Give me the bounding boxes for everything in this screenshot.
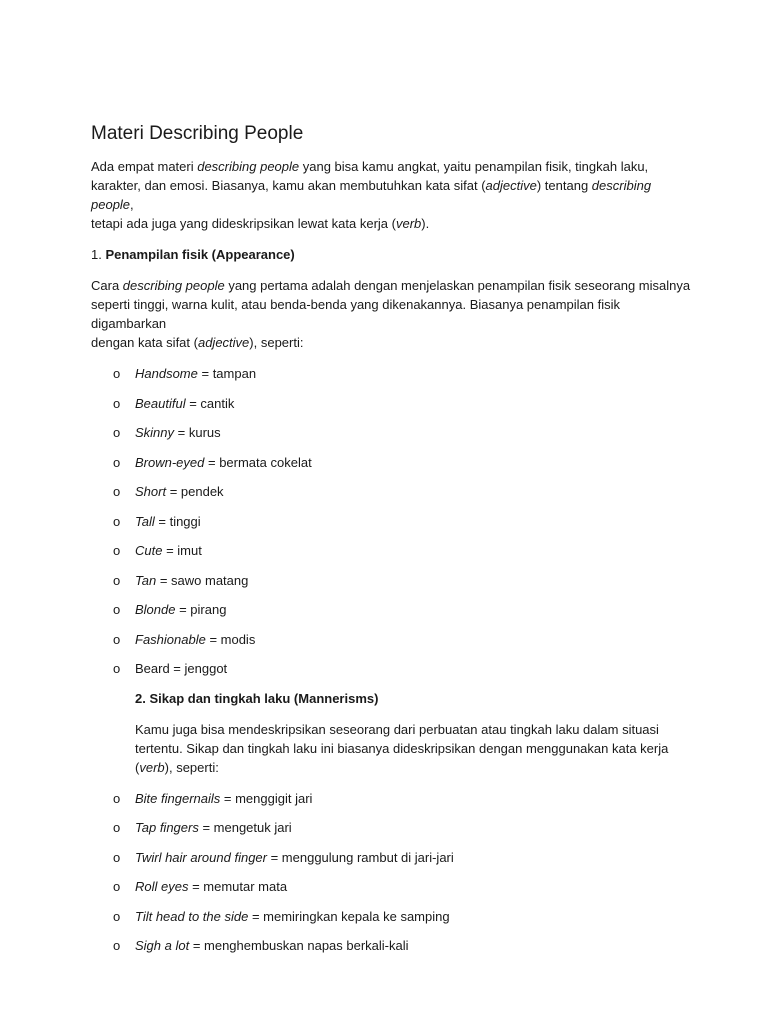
list-item: o Beard = jenggot: [113, 661, 228, 676]
bullet-o: o: [113, 572, 121, 588]
bullet-o: o: [113, 484, 121, 499]
section1-line-2: seperti tinggi, warna kulit, atau benda-benda yang dikenakannya. Biasanya penampilan fisik digambarkan: [91, 297, 621, 331]
appearance-list: [91, 364, 691, 678]
bullet-o: o: [113, 879, 121, 894]
list-item: o Roll eyes = memutar mata: [113, 879, 288, 894]
bullet-o: o: [113, 938, 121, 953]
section2: [91, 689, 691, 777]
bullet-o: o: [113, 820, 121, 835]
mannerisms-list: [91, 789, 691, 956]
section2-line-2: tertentu. Sikap dan tingkah laku ini biasanya dideskripsikan dengan menggunakan kata kerja: [135, 740, 669, 756]
bullet-o: o: [113, 661, 121, 676]
page-title: Materi Describing People: [91, 123, 304, 144]
section2-line-1: Kamu juga bisa mendeskripsikan seseorang dari perbuatan atau tingkah laku dalam situasi: [135, 721, 659, 737]
section1-line-3: dengan kata sifat (adjective), seperti:: [91, 335, 304, 350]
list-item: o Fashionable = modis: [113, 631, 256, 647]
bullet-o: o: [113, 631, 121, 647]
list-item: o Bite fingernails = menggigit jari: [113, 790, 313, 806]
bullet-o: o: [113, 543, 121, 558]
list-item: o Short = pendek: [113, 484, 224, 499]
bullet-o: o: [113, 849, 121, 865]
section2-heading: 2. Sikap dan tingkah laku (Mannerisms): [135, 690, 379, 706]
section2-paragraph: [135, 720, 691, 777]
bullet-o: o: [113, 395, 121, 411]
list-item: o Beautiful = cantik: [113, 395, 235, 411]
section1-paragraph: [91, 276, 691, 352]
list-item: o Skinny = kurus: [113, 425, 221, 440]
list-item: o Tilt head to the side = memiringkan kepala ke samping: [113, 908, 450, 924]
section2-line-3: (verb), seperti:: [135, 759, 219, 775]
bullet-o: o: [113, 454, 121, 470]
bullet-o: o: [113, 425, 121, 440]
list-item: o Tan = sawo matang: [113, 572, 249, 588]
list-item: o Cute = imut: [113, 543, 202, 558]
document-page: [91, 123, 691, 966]
bullet-o: o: [113, 790, 121, 806]
list-item: o Tall = tinggi: [113, 513, 201, 529]
bullet-o: o: [113, 908, 121, 924]
intro-line-1: Ada empat materi describing people yang bisa kamu angkat, yaitu penampilan fisik, tingkah laku,: [91, 159, 649, 174]
list-item: o Blonde = pirang: [113, 602, 227, 617]
bullet-o: o: [113, 366, 121, 381]
section1-line-1: Cara describing people yang pertama adalah dengan menjelaskan penampilan fisik seseorang misalnya: [91, 278, 691, 293]
list-item: o Brown-eyed = bermata cokelat: [113, 454, 312, 470]
section1-heading: 1. Penampilan fisik (Appearance): [91, 247, 295, 262]
intro-line-2: karakter, dan emosi. Biasanya, kamu akan membutuhkan kata sifat (adjective) tentang describing people,: [91, 178, 652, 212]
bullet-o: o: [113, 513, 121, 529]
list-item: o Twirl hair around finger = menggulung rambut di jari-jari: [113, 849, 454, 865]
intro-paragraph: [91, 157, 691, 233]
list-item: o Sigh a lot = menghembuskan napas berkali-kali: [113, 938, 409, 953]
list-item: o Handsome = tampan: [113, 366, 257, 381]
bullet-o: o: [113, 602, 121, 617]
intro-line-3: tetapi ada juga yang dideskripsikan lewat kata kerja (verb).: [91, 216, 430, 231]
list-item: o Tap fingers = mengetuk jari: [113, 820, 292, 835]
